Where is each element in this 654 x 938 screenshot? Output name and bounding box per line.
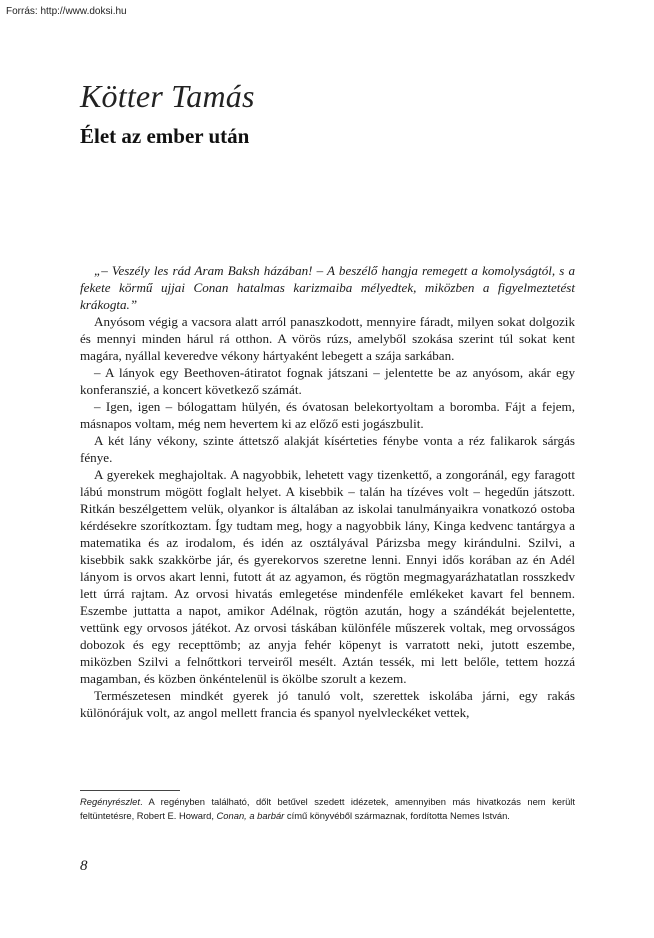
chapter-title: Élet az ember után — [80, 124, 250, 148]
footnote-text-end: című könyvéből származnak, fordította Nemes István. — [284, 810, 510, 821]
footnote — [80, 795, 575, 823]
epigraph-quote: „– Veszély les rád Aram Baksh házában! – A beszélő hangja remegett a komolyságtól, s a fekete körmű ujjai Conan hatalmas karizmaiba mélyedtek, miközben a figyelmeztetést krákogta.” — [80, 263, 575, 312]
page-number: 8 — [80, 858, 88, 874]
footnote-text: . A regényben található, dőlt betűvel szedett idézetek, amennyiben más hivatkozás nem került feltüntetésre, Robert E. Howard, — [80, 796, 575, 821]
footnote-label: Regényrészlet — [80, 796, 140, 807]
source-url: Forrás: http://www.doksi.hu — [6, 6, 127, 17]
paragraph: A gyerekek meghajoltak. A nagyobbik, lehetett vagy tizenkettő, a zongoránál, egy faragott lábú monstrum mögött foglalt helyet. A kisebbik – talán ha tízéves volt – hegedűn játszott. Ritkán beszélgettem velük, olyankor is általában az iskolai tanulmányaikra vonatkozó ostoba kérdésekre szorítkoztam. Így tudtam meg, hogy a nagyobbik lány, Kinga kedvenc tantárgya a matematika és az irodalom, és idén az osztályával Párizsba megy kirándulni. Szilvi, a kisebbik sakk szakkörbe jár, és gyerekorvos szeretne lenni. Ennyi idős korában az én Adél lányom is orvos akart lenni, futott át az agyamon, és rögtön megmagyarázhatatlan rosszkedv lett úrrá rajtam. Az orvosi hivatás emlegetése mindenféle emlékeket kavart fel bennem. Eszembe juttatta a napot, amikor Adélnak, rögtön azután, hogy a szándékát bejelentette, vettünk egy orvosos játékot. Az orvosi táskában különféle műszerek voltak, meg orvosságos dobozok és egy recepttömb; az anyja fehér köpenyt is varratott neki, jutott eszembe, miközben Szilvi a felnőttkori terveiről mesélt. Aztán tessék, mi lett belőle, tettem hozzá magamban, és közben önkéntelenül is ökölbe szorult a kezem. — [80, 467, 575, 686]
paragraph: – Igen, igen – bólogattam hülyén, és óvatosan belekortyoltam a boromba. Fájt a fejem, másnapos voltam, még nem hevertem ki az előző esti jogászbulit. — [80, 399, 575, 431]
footnote-divider — [80, 790, 180, 791]
paragraph: Természetesen mindkét gyerek jó tanuló volt, szerettek iskolába járni, egy rakás különórájuk volt, az angol mellett francia és spanyol nyelvleckéket vettek, — [80, 688, 575, 720]
author-name: Kötter Tamás — [80, 78, 255, 114]
paragraph: Anyósom végig a vacsora alatt arról panaszkodott, mennyire fáradt, milyen sokat dolgozik és mennyi minden hárul rá otthon. A vörös rúzs, amelyből szokása szerint túl sokat kent magára, nyállal keveredve vékony hártyaként lebegett a szája sarkában. — [80, 314, 575, 363]
paragraph: A két lány vékony, szinte áttetsző alakját kísérteties fénybe vonta a réz falikarok sárgás fénye. — [80, 433, 575, 465]
footnote-book-title: Conan, a barbár — [216, 810, 285, 821]
paragraph: – A lányok egy Beethoven-átiratot fognak játszani – jelentette be az anyósom, akár egy konferanszié, a koncert következő számát. — [80, 365, 575, 397]
body-text — [80, 262, 575, 721]
